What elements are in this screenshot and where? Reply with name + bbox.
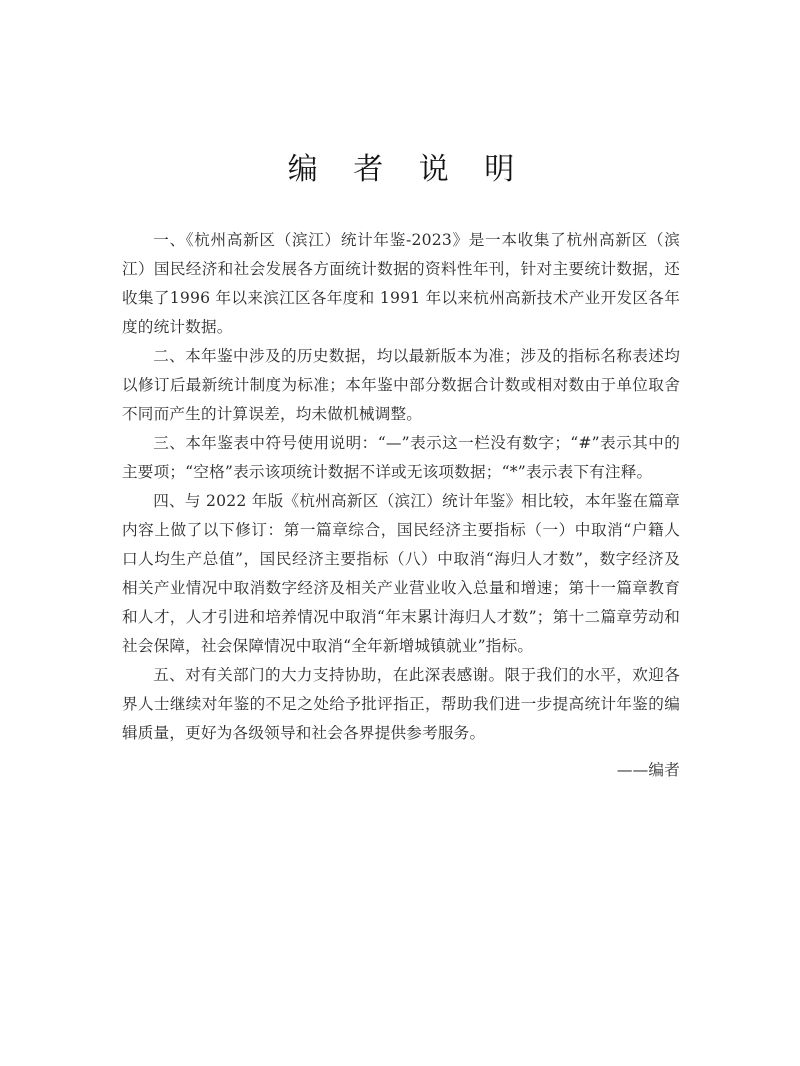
page-content	[122, 0, 680, 785]
paragraph-item: 二、本年鉴中涉及的历史数据，均以最新版本为准；涉及的指标名称表述均以修订后最新统计制度为标准；本年鉴中部分数据合计数或相对数由于单位取舍不同而产生的计算误差，均未做机械调整。	[122, 347, 680, 423]
page-title: 编 者 说 明	[287, 152, 528, 187]
signature-line: ——编者	[616, 761, 680, 779]
body-text-block	[122, 188, 680, 748]
paragraph-item: 五、对有关部门的大力支持协助，在此深表感谢。限于我们的水平，欢迎各界人士继续对年鉴的不足之处给予批评指正，帮助我们进一步提高统计年鉴的编辑质量，更好为各级领导和社会各界提供参考服务。	[122, 666, 680, 742]
paragraph-item: 四、与 2022 年版《杭州高新区（滨江）统计年鉴》相比较，本年鉴在篇章内容上做了以下修订：第一篇章综合，国民经济主要指标（一）中取消“户籍人口人均生产总值”，国民经济主要指标（八）中取消“海归人才数”，数字经济及相关产业情况中取消数字经济及相关产业营业收入总量和增速；第十一篇章教育和人才，人才引进和培养情况中取消“年末累计海归人才数”；第十二篇章劳动和社会保障，社会保障情况中取消“全年新增城镇就业”指标。	[122, 492, 680, 655]
paragraph-item: 三、本年鉴表中符号使用说明：“—”表示这一栏没有数字；“#”表示其中的主要项；“空格”表示该项统计数据不详或无该项数据；“*”表示表下有注释。	[122, 434, 680, 481]
paragraph-item: 一、《杭州高新区（滨江）统计年鉴-2023》是一本收集了杭州高新区（滨江）国民经济和社会发展各方面统计数据的资料性年刊，针对主要统计数据，还收集了1996 年以来滨江区各年度和 1991 年以来杭州高新技术产业开发区各年度的统计数据。	[122, 231, 680, 336]
